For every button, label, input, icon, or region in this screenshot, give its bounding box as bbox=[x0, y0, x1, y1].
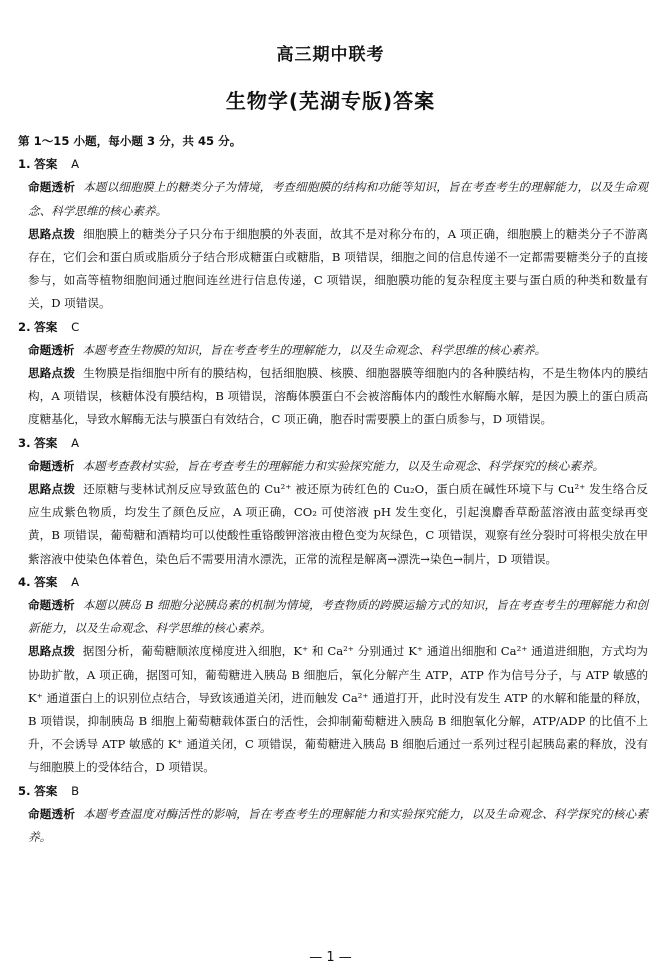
answer-letter: B bbox=[71, 783, 80, 798]
question-5-analysis bbox=[18, 803, 648, 849]
analysis-label: 命题透析 bbox=[28, 806, 76, 821]
question-4-analysis bbox=[18, 594, 648, 640]
hint-label: 思路点拨 bbox=[28, 482, 76, 497]
page-number: — 1 — bbox=[309, 950, 352, 965]
question-2-analysis bbox=[18, 339, 648, 362]
answer-label: 答案 bbox=[34, 574, 58, 589]
question-number: 1. bbox=[18, 157, 31, 172]
analysis-label: 命题透析 bbox=[28, 598, 75, 613]
analysis-label: 命题透析 bbox=[28, 342, 75, 357]
question-3-header bbox=[18, 432, 648, 455]
answer-subtitle: 生物学(芜湖专版)答案 bbox=[225, 89, 436, 113]
answer-label: 答案 bbox=[34, 435, 58, 450]
answer-letter: A bbox=[71, 574, 79, 589]
question-4-header bbox=[18, 571, 648, 594]
question-number: 5. bbox=[18, 783, 31, 798]
answer-content bbox=[18, 130, 648, 849]
answer-label: 答案 bbox=[34, 319, 58, 334]
analysis-text: 本题以细胞膜上的糖类分子为情境，考查细胞膜的结构和功能等知识，旨在考查考生的理解能力，以及生命观念、科学思维的核心素养。 bbox=[28, 180, 648, 218]
answer-label: 答案 bbox=[34, 157, 58, 172]
analysis-text: 本题考查教材实验，旨在考查考生的理解能力和实验探究能力，以及生命观念、科学探究的核心素养。 bbox=[82, 458, 605, 473]
question-3-analysis bbox=[18, 455, 648, 478]
answer-letter: A bbox=[71, 157, 79, 172]
question-1-analysis bbox=[18, 176, 648, 222]
question-2-header bbox=[18, 316, 648, 339]
hint-text: 据图分析，葡萄糖顺浓度梯度进入细胞，K⁺ 和 Ca²⁺ 分别通过 K⁺ 通道出细胞和 Ca²⁺ 通道进细胞，方式均为协助扩散，A 项正确，据图可知，葡萄糖进入胰岛 B 细胞后，氧化分解产生 ATP，ATP 作为信号分子，与 ATP 敏感的 K⁺ 通道蛋白上的识别位点结合，导致该通道关闭，进而触发 Ca²⁺ 通道打开，此时没有发生 ATP 的水解和能量的释放，B 项错误，抑制胰岛 B 细胞上葡萄糖载体蛋白的活性，会抑制葡萄糖进入胰岛 B 细胞氧化分解，ATP/ADP 的比值不上升，不会诱导 ATP 敏感的 K⁺ 通道关闭，C 项错误，葡萄糖进入胰岛 B 细胞后通过一系列过程引起胰岛素的释放，没有与细胞膜上的受体结合，D 项错误。 bbox=[28, 644, 648, 775]
question-4-hint bbox=[18, 640, 648, 779]
hint-text: 生物膜是指细胞中所有的膜结构，包括细胞膜、核膜、细胞器膜等细胞内的各种膜结构，不是生物体内的膜结构，A 项错误，核糖体没有膜结构，B 项错误，溶酶体膜蛋白不会被溶酶体内的酸性水解酶水解，是因为膜上的蛋白质高度糖基化，导致水解酶无法与膜蛋白有效结合，C 项正确，胞吞时需要膜上的蛋白质参与，D 项错误。 bbox=[28, 366, 648, 427]
hint-text: 还原糖与斐林试剂反应导致蓝色的 Cu²⁺ 被还原为砖红色的 Cu₂O，蛋白质在碱性环境下与 Cu²⁺ 发生络合反应生成紫色物质，均发生了颜色反应，A 项正确，CO₂ 可使溶液 pH 发生变化，引起溴麝香草酚蓝溶液由蓝变绿再变黄，B 项错误，葡萄糖和酒精均可以使酸性重铬酸钾溶液由橙色变为灰绿色，C 项错误，观察有丝分裂时可将根尖放在甲紫溶液中使染色体着色，染色后不需要用清水漂洗，正常的流程是解离→漂洗→染色→制片，D 项错误。 bbox=[28, 482, 648, 566]
question-2-hint bbox=[18, 362, 648, 432]
question-1-header bbox=[18, 153, 648, 176]
hint-text: 细胞膜上的糖类分子只分布于细胞膜的外表面，故其不是对称分布的，A 项正确，细胞膜上的糖类分子不游离存在，它们会和蛋白质或脂质分子结合形成糖蛋白或糖脂，B 项错误，细胞之间的信息传递不一定都需要糖类分子的直接参与，如高等植物细胞间通过胞间连丝进行信息传递，C 项错误，细胞膜功能的复杂程度主要与蛋白质的种类和数量有关，D 项错误。 bbox=[28, 226, 648, 311]
answer-label: 答案 bbox=[34, 783, 58, 798]
question-number: 4. bbox=[18, 574, 31, 589]
analysis-label: 命题透析 bbox=[28, 458, 75, 473]
hint-label: 思路点拨 bbox=[28, 366, 76, 381]
question-number: 2. bbox=[18, 319, 31, 334]
analysis-text: 本题考查生物膜的知识，旨在考查考生的理解能力，以及生命观念、科学思维的核心素养。 bbox=[82, 342, 547, 357]
question-1-hint bbox=[18, 223, 648, 316]
analysis-text: 本题以胰岛 B 细胞分泌胰岛素的机制为情境，考查物质的跨膜运输方式的知识，旨在考查考生的理解能力和创新能力，以及生命观念、科学思维的核心素养。 bbox=[28, 598, 648, 636]
hint-label: 思路点拨 bbox=[28, 644, 75, 659]
hint-label: 思路点拨 bbox=[28, 226, 76, 241]
analysis-label: 命题透析 bbox=[28, 180, 76, 195]
question-number: 3. bbox=[18, 435, 31, 450]
section-intro: 第 1～15 小题，每小题 3 分，共 45 分。 bbox=[18, 134, 242, 148]
answer-letter: C bbox=[71, 319, 80, 334]
answer-letter: A bbox=[71, 435, 79, 450]
exam-title: 高三期中联考 bbox=[276, 45, 385, 65]
question-3-hint bbox=[18, 478, 648, 571]
analysis-text: 本题考查温度对酶活性的影响，旨在考查考生的理解能力和实验探究能力，以及生命观念、科学探究的核心素养。 bbox=[28, 806, 648, 845]
question-5-header bbox=[18, 780, 648, 803]
